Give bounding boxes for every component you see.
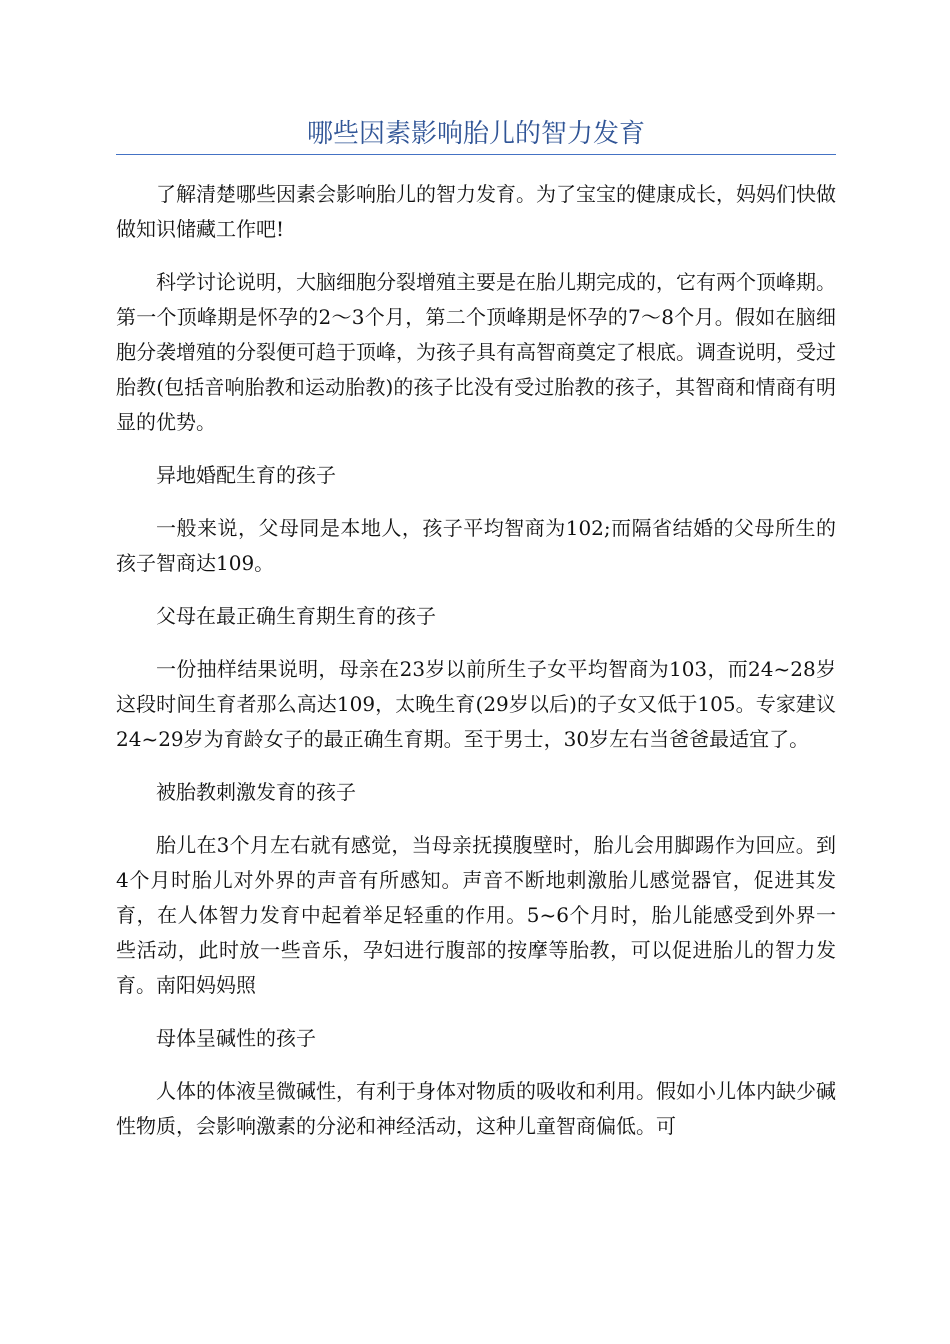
document-title: 哪些因素影响胎儿的智力发育: [306, 119, 645, 149]
section-heading: 异地婚配生育的孩子: [156, 463, 336, 487]
section-heading: 父母在最正确生育期生育的孩子: [156, 604, 436, 628]
paragraph: 人体的体液呈微碱性，有利于身体对物质的吸收和利用。假如小儿体内缺少碱性物质，会影响激素的分泌和神经活动，这种儿童智商偏低。可: [116, 1079, 836, 1138]
paragraph-intro: 了解清楚哪些因素会影响胎儿的智力发育。为了宝宝的健康成长，妈妈们快做做知识储藏工作吧!: [116, 182, 836, 241]
title-underline: [116, 154, 836, 155]
paragraph: 胎儿在3个月左右就有感觉，当母亲抚摸腹壁时，胎儿会用脚踢作为回应。到4个月时胎儿对外界的声音有所感知。声音不断地刺激胎儿感觉器官，促进其发育，在人体智力发育中起着举足轻重的作用。5~6个月时，胎儿能感受到外界一些活动，此时放一些音乐，孕妇进行腹部的按摩等胎教，可以促进胎儿的智力发育。南阳妈妈照: [116, 833, 836, 997]
section-heading: 母体呈碱性的孩子: [156, 1026, 316, 1050]
paragraph-brain-development: 科学讨论说明，大脑细胞分裂增殖主要是在胎儿期完成的，它有两个顶峰期。第一个顶峰期是怀孕的2～3个月，第二个顶峰期是怀孕的7～8个月。假如在脑细胞分袭增殖的分裂便可趋于顶峰，为孩子具有高智商奠定了根底。调查说明，受过胎教(包括音响胎教和运动胎教)的孩子比没有受过胎教的孩子，其智商和情商有明显的优势。: [116, 270, 836, 434]
paragraph: 一般来说，父母同是本地人，孩子平均智商为102;而隔省结婚的父母所生的孩子智商达109。: [116, 516, 836, 575]
section-heading: 被胎教刺激发育的孩子: [156, 780, 356, 804]
document-body: [116, 177, 836, 1162]
paragraph: 一份抽样结果说明，母亲在23岁以前所生子女平均智商为103，而24~28岁这段时间生育者那么高达109，太晚生育(29岁以后)的子女又低于105。专家建议24~29岁为育龄女子的最正确生育期。至于男士，30岁左右当爸爸最适宜了。: [116, 657, 836, 751]
